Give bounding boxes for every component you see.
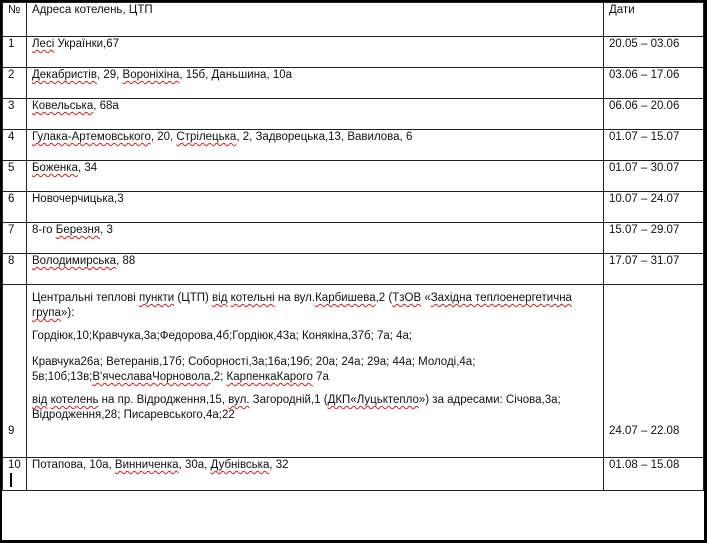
row-dates-cell[interactable] xyxy=(604,285,704,458)
row-dates[interactable]: 15.07 – 29.07 xyxy=(604,223,704,254)
address-part: , 15б, Даньшина, 10а xyxy=(179,69,293,81)
address-part: , 3 xyxy=(100,224,113,236)
row-address[interactable] xyxy=(27,68,604,99)
row-address[interactable] xyxy=(27,161,604,192)
header-dates[interactable]: Дати xyxy=(604,3,704,37)
header-number[interactable]: № xyxy=(3,3,27,37)
row-number: 9 xyxy=(8,425,15,437)
address-part: Винниченка xyxy=(114,459,179,471)
text-cursor xyxy=(10,473,12,487)
row-dates[interactable]: 20.05 – 03.06 xyxy=(604,37,704,68)
address-part: , 20, xyxy=(150,131,177,143)
row-number[interactable]: 6 xyxy=(3,192,27,223)
row-address[interactable] xyxy=(27,458,604,491)
row-dates[interactable]: 17.07 – 31.07 xyxy=(604,254,704,285)
address-part: 8-го xyxy=(32,224,56,236)
table-row xyxy=(3,285,704,458)
address-line: 5в;10б;13в;В'ячеславаЧорновола,2; КарпенкаКарого 7а xyxy=(32,371,329,383)
table-row xyxy=(3,223,704,254)
address-line: група»): xyxy=(32,307,75,319)
row-number-cell[interactable] xyxy=(3,458,27,491)
address-line: від котелень на пр. Відродження,15, вул. Загородній,1 (ДКП«Луцьктепло») за адресами: Січова,3а; xyxy=(32,394,561,406)
address-part: Володимирська xyxy=(32,255,117,267)
row-number[interactable]: 7 xyxy=(3,223,27,254)
row-address[interactable] xyxy=(27,285,604,458)
address-part: Лесі xyxy=(32,38,55,50)
address-part: , 32 xyxy=(269,459,289,471)
row-address[interactable] xyxy=(27,223,604,254)
address-line: Гордіюк,10;Кравчука,3а;Федорова,4б;Гордіюк,43а; Конякіна,37б; 7а; 4а; xyxy=(32,330,413,342)
row-dates[interactable]: 03.06 – 17.06 xyxy=(604,68,704,99)
row-address[interactable] xyxy=(27,254,604,285)
address-part: Вороніхіна xyxy=(122,69,180,81)
address-part: Декабристів xyxy=(32,69,97,81)
address-part: , 29, xyxy=(96,69,123,81)
table-row xyxy=(3,99,704,130)
table-header-row xyxy=(3,3,704,37)
address-part: Ковельська xyxy=(32,100,94,112)
table-row xyxy=(3,458,704,491)
table-row xyxy=(3,37,704,68)
row-number[interactable]: 3 xyxy=(3,99,27,130)
address-part: , 88 xyxy=(116,255,136,267)
spacer xyxy=(32,385,598,393)
address-part: , 30а, xyxy=(178,459,211,471)
row-address[interactable] xyxy=(27,192,604,223)
row-dates[interactable]: 01.08 – 15.08 xyxy=(604,458,704,491)
address-part: , 2, Задворецька,13, Вавилова, 6 xyxy=(236,131,413,143)
address-part: , 68а xyxy=(93,100,119,112)
row-dates[interactable]: 01.07 – 30.07 xyxy=(604,161,704,192)
address-part: Березня xyxy=(55,224,101,236)
address-part: Боженка xyxy=(32,162,78,174)
address-part: Дубнівська xyxy=(210,459,270,471)
row-dates[interactable]: 10.07 – 24.07 xyxy=(604,192,704,223)
address-part: Новочерчицька,3 xyxy=(32,193,124,205)
table-row xyxy=(3,192,704,223)
row-number[interactable]: 1 xyxy=(3,37,27,68)
row-address[interactable] xyxy=(27,99,604,130)
row-dates[interactable]: 01.07 – 15.07 xyxy=(604,130,704,161)
schedule-table xyxy=(2,2,704,491)
address-part: Гулака-Артемовського xyxy=(32,131,151,143)
row-dates: 24.07 – 22.08 xyxy=(609,425,680,437)
address-part: Українки,67 xyxy=(54,38,120,50)
address-part: Стрілецька xyxy=(176,131,237,143)
address-part: , 34 xyxy=(77,162,98,174)
row-number-cell[interactable] xyxy=(3,285,27,458)
table-row xyxy=(3,161,704,192)
spacer xyxy=(32,321,598,329)
row-number[interactable]: 4 xyxy=(3,130,27,161)
address-line: Відродження,28; Писаревського,4а;22 xyxy=(32,409,235,421)
address-line: Кравчука26а; Ветеранів,17б; Соборності,3а;16а;19б; 20а; 24а; 29а; 44а; Молоді,4а; xyxy=(32,356,476,368)
table-row xyxy=(3,254,704,285)
row-number: 10 xyxy=(8,459,21,471)
row-address[interactable] xyxy=(27,37,604,68)
table-row xyxy=(3,130,704,161)
address-part: Потапова, 10а, xyxy=(32,459,115,471)
row-number[interactable]: 8 xyxy=(3,254,27,285)
row-number[interactable]: 2 xyxy=(3,68,27,99)
table-row xyxy=(3,68,704,99)
row-address[interactable] xyxy=(27,130,604,161)
row-dates[interactable]: 06.06 – 20.06 xyxy=(604,99,704,130)
address-line: Центральні теплові пункти (ЦТП) від котельні на вул.Карбишева,2 (ТзОВ «Західна теплоенергетична xyxy=(32,292,572,304)
row-number[interactable]: 5 xyxy=(3,161,27,192)
spacer xyxy=(32,344,598,355)
header-address[interactable]: Адреса котелень, ЦТП xyxy=(27,3,604,37)
